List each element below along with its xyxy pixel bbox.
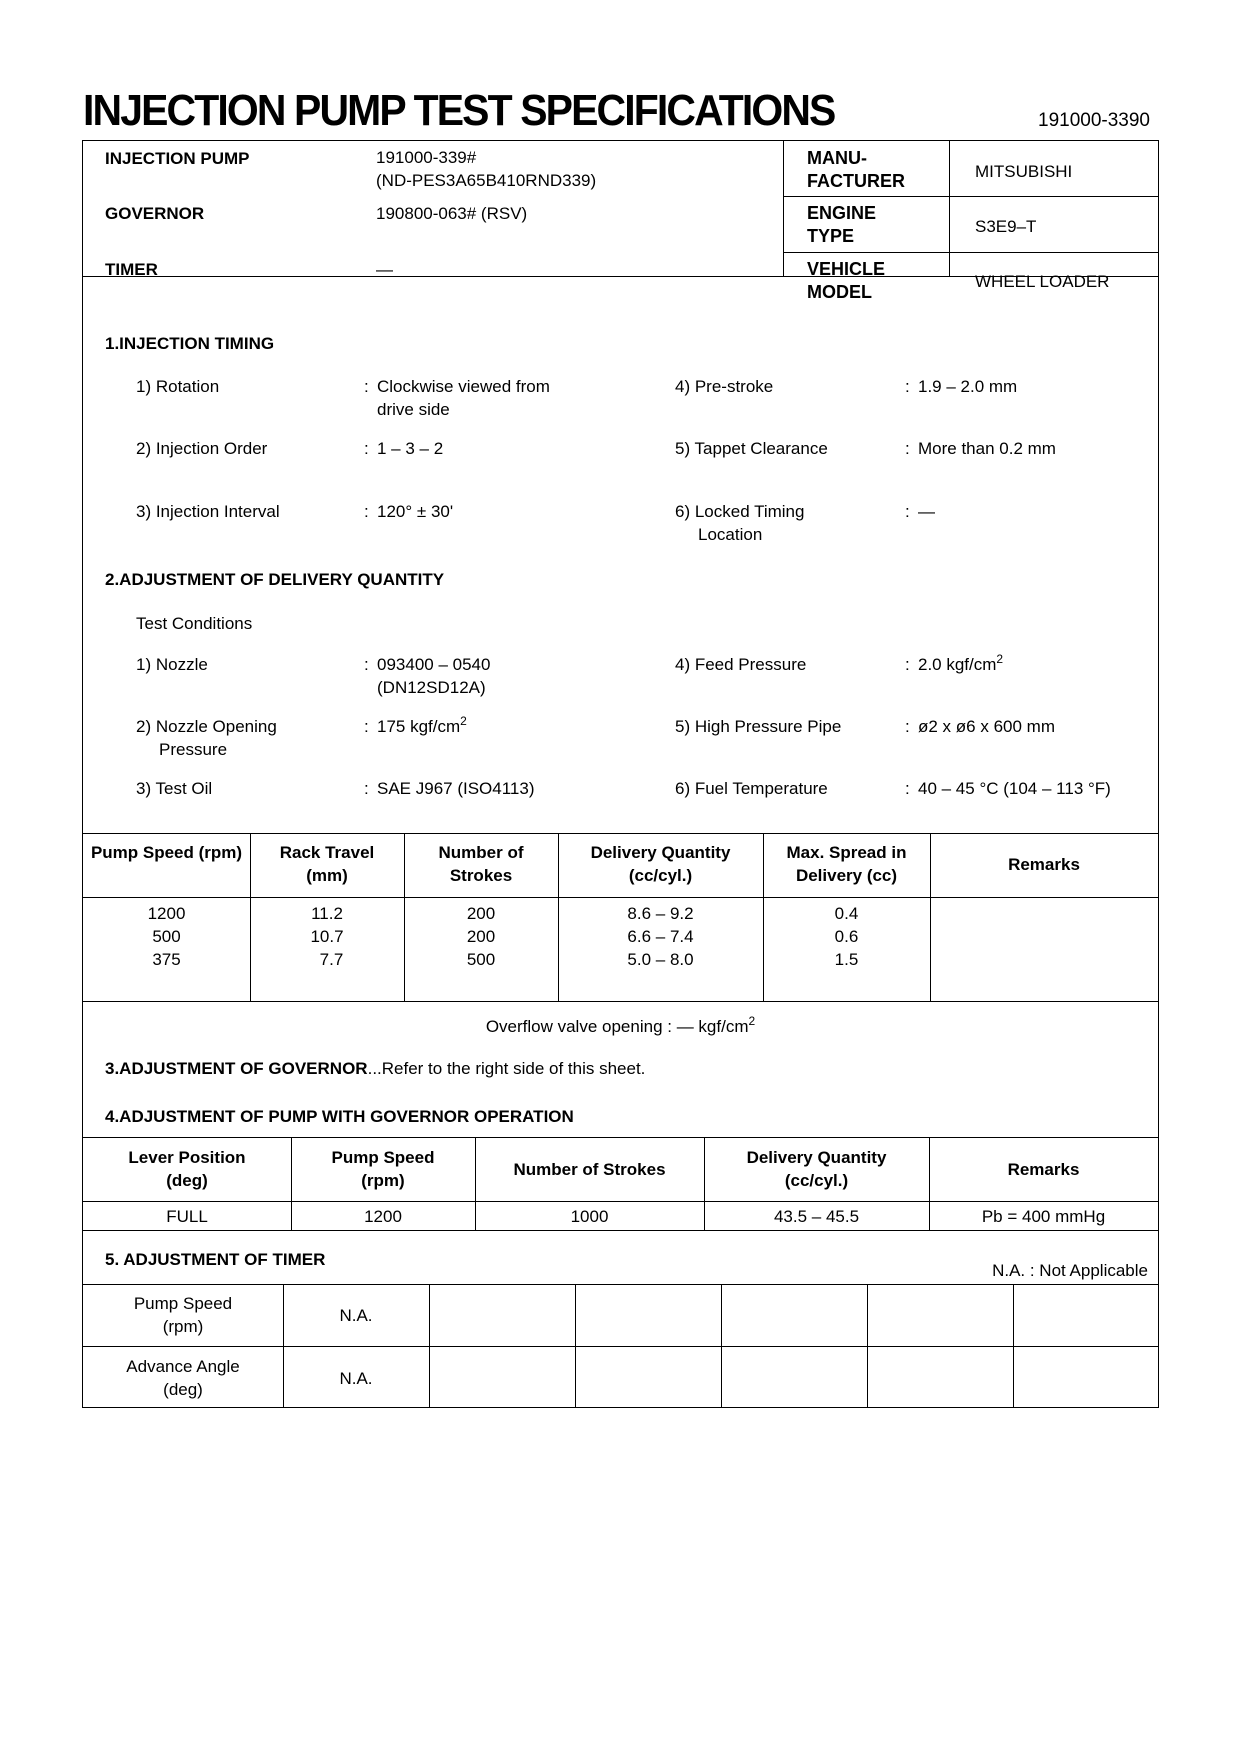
divider <box>83 833 1158 834</box>
table-header-strokes: Number of Strokes <box>438 843 524 885</box>
engine-type-label: ENGINE TYPE <box>807 203 877 246</box>
pre-stroke-label: 4) Pre-stroke <box>675 377 774 396</box>
gov-header-delivery-quantity: Delivery Quantity (cc/cyl.) <box>746 1148 887 1190</box>
section-heading-timer: 5. ADJUSTMENT OF TIMER <box>105 1250 326 1269</box>
table-header-remarks: Remarks <box>1008 855 1080 874</box>
document-number: 191000-3390 <box>1038 110 1150 131</box>
manufacturer-value: MITSUBISHI <box>975 162 1073 181</box>
high-pressure-pipe-label: 5) High Pressure Pipe <box>675 717 842 736</box>
governor-adjustment-note: 3.ADJUSTMENT OF GOVERNOR...Refer to the right side of this sheet. <box>105 1059 646 1078</box>
divider <box>783 252 1158 253</box>
test-oil-value: SAE J967 (ISO4113) <box>377 779 535 798</box>
injection-interval-label: 3) Injection Interval <box>136 502 280 521</box>
pre-stroke-value: 1.9 – 2.0 mm <box>918 377 1018 396</box>
timer-pump-speed-value: N.A. <box>339 1306 373 1325</box>
column-pump-speed: 1200 500 375 <box>147 904 186 969</box>
timer-value: — <box>376 260 393 279</box>
nozzle-label: 1) Nozzle <box>136 655 208 674</box>
gov-header-remarks: Remarks <box>1007 1160 1080 1179</box>
gov-cell-remarks: Pb = 400 mmHg <box>981 1207 1106 1226</box>
vehicle-model-label: VEHICLE MODEL <box>807 259 886 302</box>
divider <box>429 1284 430 1408</box>
table-header-rack-travel: Rack Travel (mm) <box>279 843 375 885</box>
colon: : <box>364 439 369 458</box>
not-applicable-note: N.A. : Not Applicable <box>992 1261 1148 1280</box>
feed-pressure-label: 4) Feed Pressure <box>675 655 807 674</box>
colon: : <box>364 717 369 736</box>
gov-header-pump-speed: Pump Speed (rpm) <box>331 1148 435 1190</box>
tappet-clearance-label: 5) Tappet Clearance <box>675 439 828 458</box>
injection-order-value: 1 – 3 – 2 <box>377 439 444 458</box>
table-header-delivery-quantity: Delivery Quantity (cc/cyl.) <box>590 843 731 885</box>
colon: : <box>905 377 910 396</box>
rotation-value: Clockwise viewed from drive side <box>377 377 550 419</box>
divider <box>783 196 1158 197</box>
gov-cell-pump-speed: 1200 <box>364 1207 402 1226</box>
colon: : <box>364 377 369 396</box>
colon: : <box>905 717 910 736</box>
gov-cell-delivery-quantity: 43.5 – 45.5 <box>773 1207 860 1226</box>
test-conditions-label: Test Conditions <box>136 614 253 633</box>
injection-pump-label: INJECTION PUMP <box>105 149 250 168</box>
divider <box>83 897 1158 898</box>
divider <box>83 1137 1158 1138</box>
spec-sheet-frame <box>82 140 1159 1408</box>
divider <box>1013 1284 1014 1408</box>
high-pressure-pipe-value: ø2 x ø6 x 600 mm <box>918 717 1055 736</box>
colon: : <box>905 779 910 798</box>
section-heading-governor-operation: 4.ADJUSTMENT OF PUMP WITH GOVERNOR OPERATION <box>105 1107 574 1126</box>
divider <box>949 141 950 277</box>
timer-advance-angle-label: Advance Angle (deg) <box>126 1357 240 1399</box>
divider <box>83 1001 1158 1002</box>
vehicle-model-value: WHEEL LOADER <box>975 272 1110 291</box>
column-strokes: 200 200 500 <box>466 904 496 969</box>
table-header-pump-speed: Pump Speed (rpm) <box>90 843 243 862</box>
gov-cell-lever-position: FULL <box>166 1207 208 1226</box>
table-header-max-spread: Max. Spread in Delivery (cc) <box>786 843 907 885</box>
nozzle-opening-pressure-label: 2) Nozzle Opening Pressure <box>136 717 277 759</box>
column-delivery-quantity: 8.6 – 9.2 6.6 – 7.4 5.0 – 8.0 <box>627 904 694 969</box>
locked-timing-value: — <box>918 502 935 521</box>
colon: : <box>905 502 910 521</box>
colon: : <box>364 655 369 674</box>
timer-advance-angle-value: N.A. <box>339 1369 373 1388</box>
timer-label: TIMER <box>105 260 158 279</box>
gov-cell-strokes: 1000 <box>570 1207 609 1226</box>
tappet-clearance-value: More than 0.2 mm <box>918 439 1056 458</box>
colon: : <box>364 779 369 798</box>
divider <box>83 1230 1158 1231</box>
governor-value: 190800-063# (RSV) <box>376 204 528 223</box>
section-heading-delivery-quantity: 2.ADJUSTMENT OF DELIVERY QUANTITY <box>105 570 445 589</box>
colon: : <box>905 439 910 458</box>
divider <box>783 141 784 277</box>
gov-header-strokes: Number of Strokes <box>513 1160 666 1179</box>
injection-interval-value: 120° ± 30' <box>377 502 454 521</box>
colon: : <box>905 655 910 674</box>
column-max-spread: 0.4 0.6 1.5 <box>834 904 859 969</box>
fuel-temperature-label: 6) Fuel Temperature <box>675 779 828 798</box>
nozzle-opening-pressure-value: 175 kgf/$cm^2$ <box>377 714 467 736</box>
colon: : <box>364 502 369 521</box>
locked-timing-label: 6) Locked Timing Location <box>675 502 805 544</box>
divider <box>721 1284 722 1408</box>
manufacturer-label: MANU- FACTURER <box>807 148 905 191</box>
test-oil-label: 3) Test Oil <box>136 779 213 798</box>
section-heading-injection-timing: 1.INJECTION TIMING <box>105 334 275 353</box>
nozzle-value: 093400 – 0540 (DN12SD12A) <box>377 655 491 697</box>
governor-label: GOVERNOR <box>105 204 205 223</box>
column-rack-travel: 11.2 10.7 7.7 <box>310 904 344 969</box>
divider <box>83 1346 1158 1347</box>
document-title: INJECTION PUMP TEST SPECIFICATIONS <box>83 86 835 135</box>
timer-pump-speed-label: Pump Speed (rpm) <box>133 1294 233 1336</box>
feed-pressure-value: 2.0 kgf/$cm^2$ <box>918 652 1004 674</box>
divider <box>83 1201 1158 1202</box>
injection-order-label: 2) Injection Order <box>136 439 268 458</box>
rotation-label: 1) Rotation <box>136 377 220 396</box>
fuel-temperature-value: 40 – 45 °C (104 – 113 °F) <box>918 779 1111 798</box>
overflow-valve-note: Overflow valve opening : — kgf/$cm^2$ <box>485 1014 756 1036</box>
injection-pump-value: 191000-339# (ND-PES3A65B410RND339) <box>376 148 597 190</box>
engine-type-value: S3E9–T <box>975 217 1037 236</box>
divider <box>575 1284 576 1408</box>
divider <box>83 1284 1158 1285</box>
divider <box>867 1284 868 1408</box>
gov-header-lever-position: Lever Position (deg) <box>128 1148 246 1190</box>
